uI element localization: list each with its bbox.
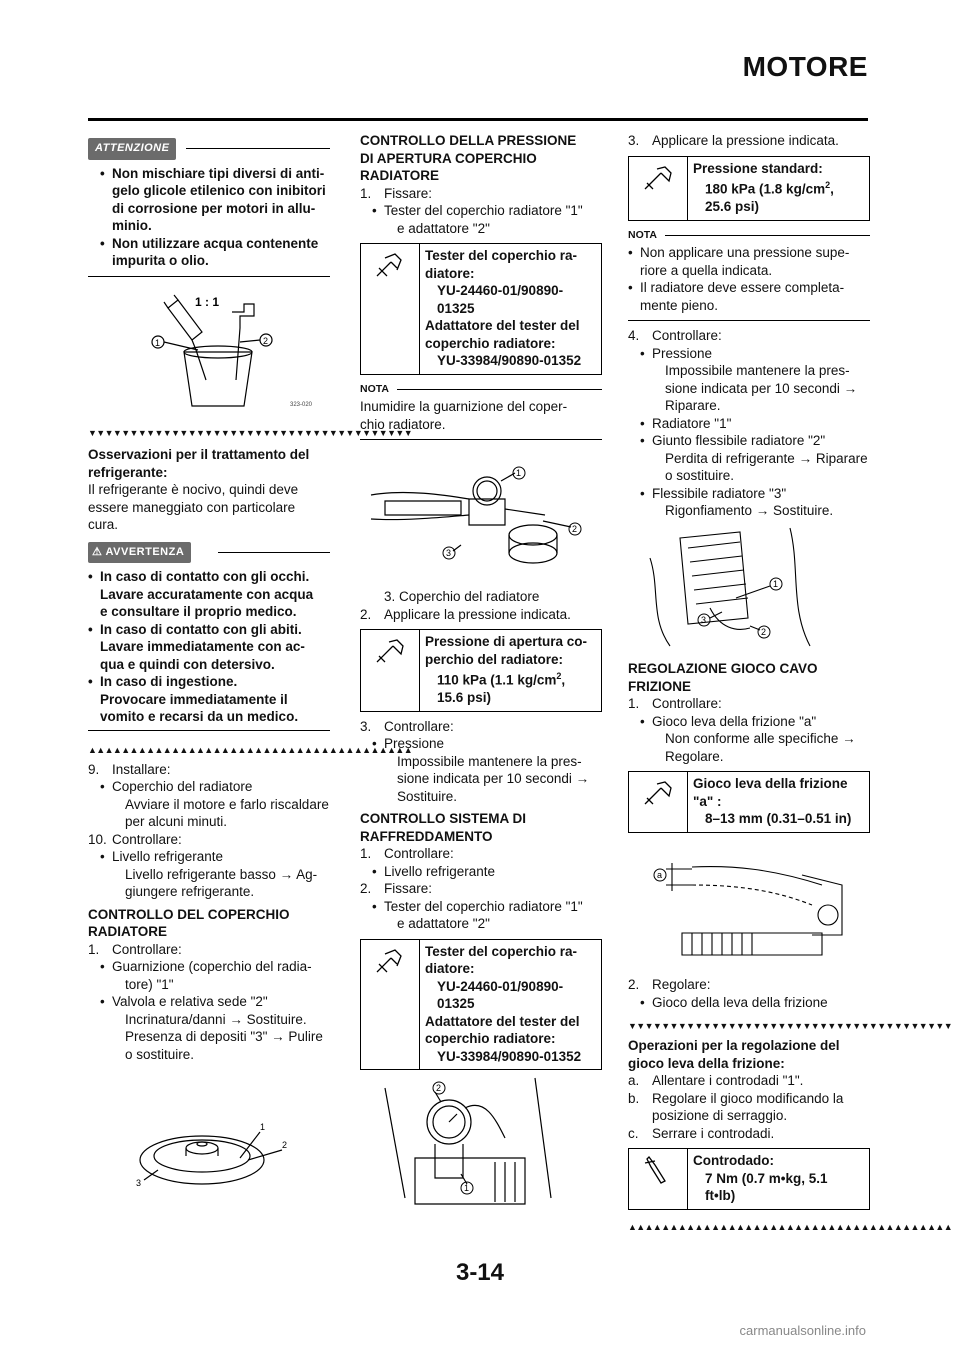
svg-text:1: 1 [464,1183,470,1193]
watermark: carmanualsonline.info [739,1323,866,1338]
column-2: CONTROLLO DELLA PRESSIONE DI APERTURA COPERCHIO RADIATORE 1. Fissare: • Tester del coperchio radiatore "1" e adattatore "2" Tester del coperchio ra- diatore: YU-24460-01/90890- 01325 Adattatore del tester del coperchio radiatore: YU-33984/90890-01352 NOTA Inumidire la guarnizione del coper- chio radiatore. [360,132,602,440]
header-rule [88,118,868,121]
column-3: 3. Applicare la pressione indicata. Pressione standard: 180 kPa (1.8 $kg/cm^2$, 25.6 psi) NOTA • Non applicare una pressione supe- riore a quella indicata. • Il radiatore deve essere completa- mente pieno. 4. Controllare: • Pressione Impossibile mantenere la pres- sione indicata per 10 secondi → Riparare. • Radiatore "1" • Giunto flessibile radiatore "2" Perdita di refrigerante → Riparare o sostituire. • Flessibile radiatore "3" Rigonfiamento → Sostituire. [628,132,870,520]
svg-text:2: 2 [761,627,767,637]
section-start-markers: ▼▼▼▼▼▼▼▼▼▼▼▼▼▼▼▼▼▼▼▼▼▼▼▼▼▼▼▼▼▼▼▼▼▼▼▼▼▼▼ [88,428,413,438]
radiator-hoses-illustration [640,528,830,648]
radiator-cap-illustration [130,1120,300,1200]
attenzione-label: ATTENZIONE [88,138,176,160]
warning-icon: ⚠ [92,545,103,558]
attenzione-text: • Non mischiare tipi diversi di anti- gelo glicole etilenico con inibitori di corrosione per motori in allu- minio. • Non utilizzare acqua contenente impurita o olio. [88,165,330,270]
svg-text:a: a [657,870,663,880]
svg-text:2: 2 [263,336,269,346]
svg-text:1: 1 [155,338,161,348]
svg-text:2: 2 [436,1083,442,1093]
fig3-caption: 3. Coperchio del radiatore [384,589,540,604]
column-1 [88,138,330,277]
svg-text:1: 1 [773,579,779,589]
wrench-icon [361,630,420,711]
fig1-ratio: 1 : 1 [195,295,220,309]
radiator-tester-illustration [375,1078,565,1208]
cap-tester-illustration [365,465,595,575]
spec-box-clutch-play: Gioco leva della frizione "a" : 8–13 mm (0.31–0.51 in) [628,771,870,833]
torque-wrench-icon [629,1149,688,1209]
section-start-markers: ▼▼▼▼▼▼▼▼▼▼▼▼▼▼▼▼▼▼▼▼▼▼▼▼▼▼▼▼▼▼▼▼▼▼▼▼▼▼▼ [628,1021,953,1031]
page-header-title: MOTORE [742,51,868,82]
special-tool-icon [361,244,420,374]
spec-box-tester-2: Tester del coperchio ra- diatore: YU-24460-01/90890- 01325 Adattatore del tester del coperchio radiatore: YU-33984/90890-01352 [360,939,602,1071]
special-tool-icon [361,940,420,1070]
spec-box-standard-pressure: Pressione standard: 180 kPa (1.8 $kg/cm^2$, 25.6 psi) [628,156,870,221]
spec-box-tester: Tester del coperchio ra- diatore: YU-24460-01/90890- 01325 Adattatore del tester del coperchio radiatore: YU-33984/90890-01352 [360,243,602,375]
svg-text:3: 3 [701,615,707,625]
wrench-icon [629,772,688,832]
spec-box-locknut-torque: Controdado: 7 Nm (0.7 m•kg, 5.1 ft•lb) [628,1148,870,1210]
avvertenza-header [88,542,330,564]
fig1-code: 323-020 [290,402,313,408]
svg-text:2: 2 [282,1140,288,1150]
svg-text:3: 3 [446,548,452,558]
wrench-icon [629,157,688,220]
avvertenza-label: AVVERTENZA [105,545,185,558]
section-end-markers: ▲▲▲▲▲▲▲▲▲▲▲▲▲▲▲▲▲▲▲▲▲▲▲▲▲▲▲▲▲▲▲▲▲▲▲▲▲▲▲ [628,1221,953,1232]
svg-text:1: 1 [260,1122,266,1132]
spec-box-opening-pressure: Pressione di apertura co- perchio del radiatore: 110 kPa (1.1 $kg/cm^2$, 15.6 psi) [360,629,602,712]
nota-label: NOTA [628,228,657,241]
page-number: 3-14 [455,1259,505,1286]
section-end-markers: ▲▲▲▲▲▲▲▲▲▲▲▲▲▲▲▲▲▲▲▲▲▲▲▲▲▲▲▲▲▲▲▲▲▲▲▲▲▲▲ [88,744,413,755]
clutch-lever-illustration [652,855,852,965]
svg-text:3: 3 [136,1178,142,1188]
avvertenza-text: • In caso di contatto con gli occhi. Lavare accuratamente con acqua e consultare il proprio medico. • In caso di contatto con gli abiti. Lavare immediatamente con ac- qua e quindi con detersivo. • In caso di ingestione. Provocare immediatamente il vomito e recarsi da un medico. [88,568,330,726]
attenzione-header [88,138,330,160]
svg-text:2: 2 [572,524,578,534]
nota-label: NOTA [360,382,389,395]
svg-text:1: 1 [516,468,522,478]
antifreeze-mix-illustration [140,280,330,410]
